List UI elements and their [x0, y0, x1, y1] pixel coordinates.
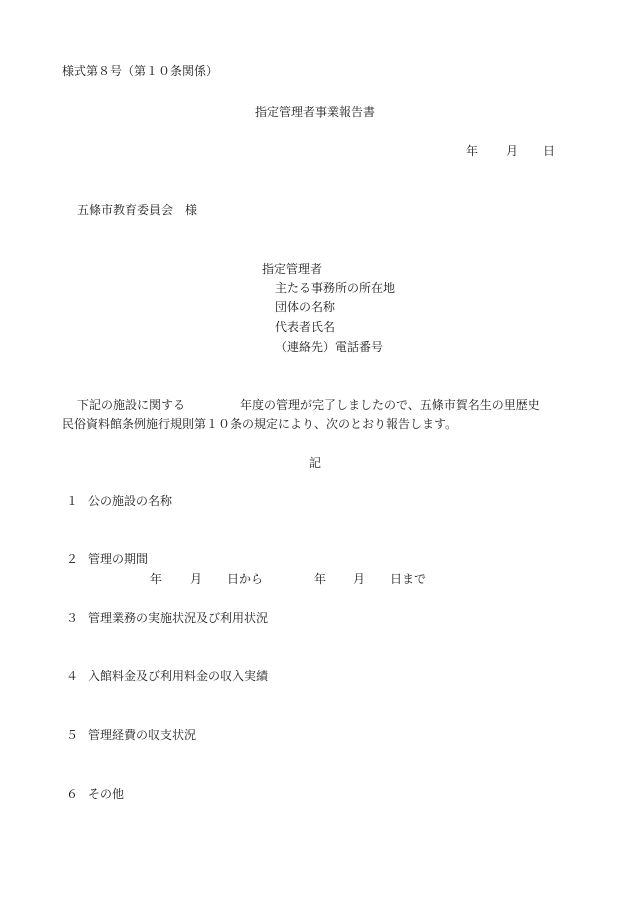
period-to-year: 年: [314, 572, 327, 586]
period-to-day: 日まで: [390, 572, 427, 586]
addressee: 五條市教育委員会 様: [77, 203, 198, 217]
period-from-month: 月: [190, 572, 203, 586]
office-address-label: 主たる事務所の所在地: [275, 281, 396, 295]
body-line1-part2: 年度の管理が完了しましたので、五條市賀名生の里歴史: [240, 398, 540, 412]
period-from-day: 日から: [227, 572, 264, 586]
item-number: ２: [66, 552, 79, 566]
date-day: 日: [543, 144, 556, 158]
item-label: 管理の期間: [88, 552, 149, 566]
period-from-year: 年: [150, 572, 163, 586]
period-to-month: 月: [353, 572, 366, 586]
representative-name-label: 代表者氏名: [275, 320, 336, 334]
manager-heading: 指定管理者: [262, 262, 323, 276]
item-number: ４: [66, 669, 79, 683]
date-month: 月: [506, 144, 519, 158]
item-number: ５: [66, 728, 79, 742]
organization-name-label: 団体の名称: [275, 300, 336, 314]
item-label: 公の施設の名称: [88, 494, 173, 508]
item-number: １: [66, 494, 79, 508]
item-label: その他: [88, 787, 125, 801]
body-line1-part1: 下記の施設に関する: [77, 398, 186, 412]
contact-phone-label: （連絡先）電話番号: [275, 340, 384, 354]
item-label: 管理業務の実施状況及び利用状況: [88, 611, 269, 625]
date-year: 年: [466, 144, 479, 158]
item-label: 入館料金及び利用料金の収入実績: [88, 669, 269, 683]
ki-marker: 記: [308, 456, 321, 470]
body-line2: 民俗資料館条例施行規則第１０条の規定により、次のとおり報告します。: [62, 417, 458, 431]
item-number: ３: [66, 611, 79, 625]
item-label: 管理経費の収支状況: [88, 728, 197, 742]
document-title: 指定管理者事業報告書: [254, 105, 375, 119]
item-number: ６: [66, 787, 79, 801]
form-number: 様式第８号（第１０条関係）: [62, 64, 219, 78]
